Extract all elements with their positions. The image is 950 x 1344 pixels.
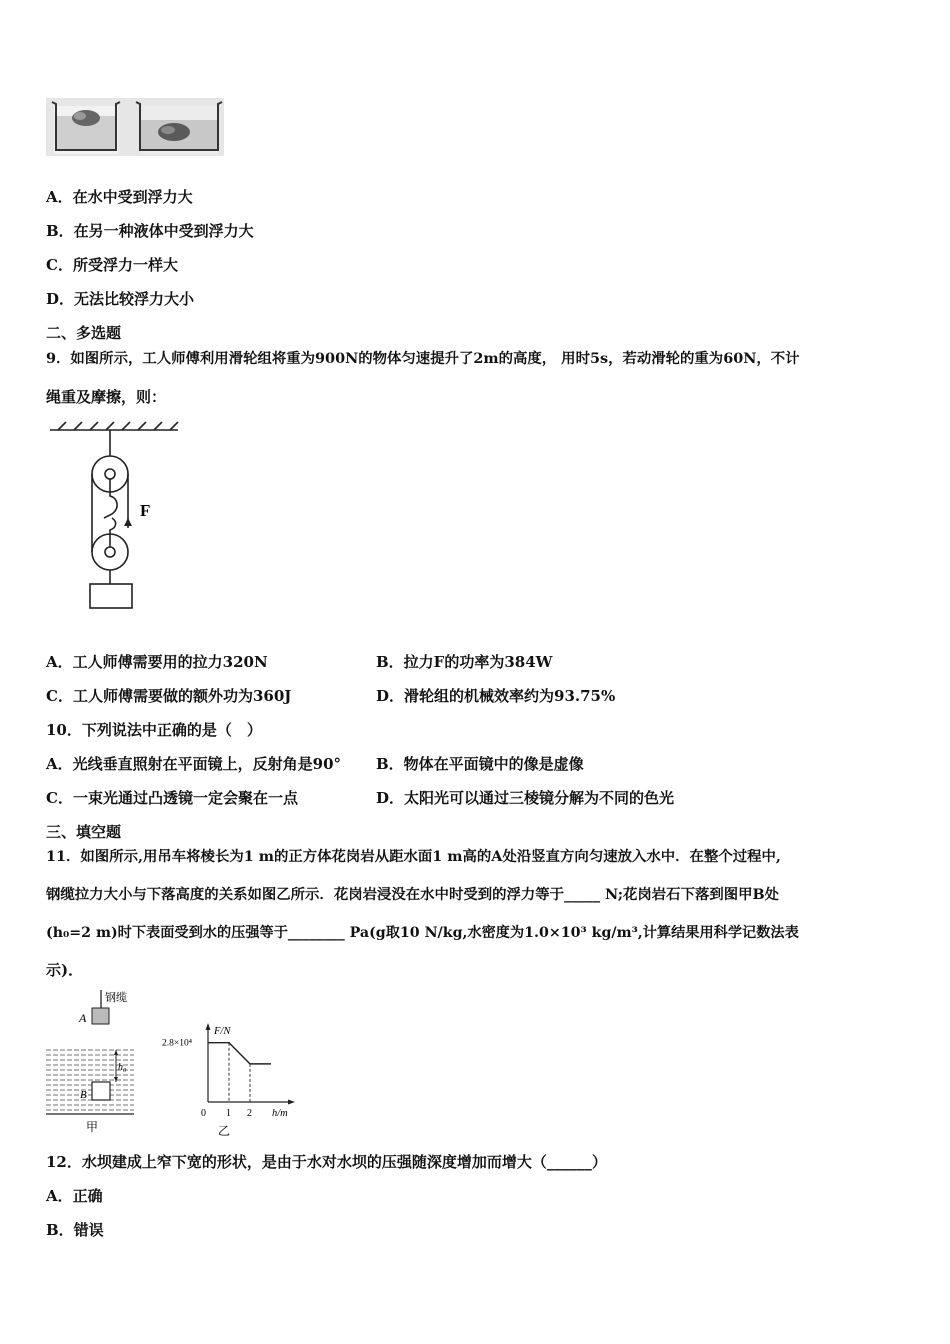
chart-series-line [208,1043,271,1064]
fig-label-h0: h₀ [118,1062,127,1073]
q9-option-d: D．滑轮组的机械效率约为93.75% [376,687,616,705]
q12-stem: 12．水坝建成上窄下宽的形状，是由于水对水坝的压强随深度增加而增大（______） [46,1153,607,1171]
q9-stem-line2: 绳重及摩擦，则： [46,388,167,406]
pulley-force-label: F [140,501,151,520]
beaker-figure [46,98,224,156]
q8-option-b: B．在另一种液体中受到浮力大 [46,222,254,240]
q10-option-c: C．一束光通过凸透镜一定会聚在一点 [46,789,298,807]
q9-option-b: B．拉力F的功率为384W [376,653,553,671]
fig-caption-yi: 乙 [218,1124,231,1136]
chart-x-axis-label: h/m [272,1108,288,1119]
chart-y-axis-label: F/N [214,1026,231,1037]
q11-stem-line3: (h₀=2 m)时下表面受到水的压强等于________ Pa(g取10 N/kg,水密度为1.0×10³ kg/m³,计算结果用科学记数法表 [46,925,799,941]
q10-option-d: D．太阳光可以通过三棱镜分解为不同的色光 [376,789,675,807]
fig-caption-jia: 甲 [86,1120,99,1134]
q11-stem-line1: 11．如图所示,用吊车将棱长为1 m的正方体花岗岩从距水面1 m高的A处沿竖直方向匀速放入水中．在整个过程中, [46,848,781,865]
fig-label-b: B [80,1089,87,1101]
q11-stem-line2: 钢缆拉力大小与下落高度的关系如图乙所示．花岗岩浸没在水中时受到的浮力等于_____ N;花岗岩石下落到图甲B处 [46,886,780,903]
chart-x-tick-2: 2 [247,1108,252,1119]
q12-option-b: B．错误 [46,1221,104,1239]
pulley-figure [44,418,184,614]
q8-option-d: D．无法比较浮力大小 [46,290,195,308]
q11-stem-line4: 示)． [46,961,84,979]
fig-cable-label: 钢缆 [105,992,127,1004]
q9-option-a: A．工人师傅需要用的拉力320N [46,653,268,671]
q10-option-a: A．光线垂直照射在平面镜上，反射角是90° [46,755,342,773]
chart-x-tick-1: 1 [226,1108,231,1119]
section-title-multiple-choice: 二、多选题 [46,324,122,342]
fig-label-a: A [79,1011,87,1025]
q9-option-c: C．工人师傅需要做的额外功为360J [46,687,292,705]
q10-option-b: B．物体在平面镜中的像是虚像 [376,755,584,773]
section-title-fill-blank: 三、填空题 [46,823,122,841]
q8-option-a: A．在水中受到浮力大 [46,188,193,206]
q10-stem: 10．下列说法中正确的是（ ） [46,721,262,739]
figure-jia-water-tank [44,986,140,1136]
figure-yi-force-height-chart [160,1020,302,1136]
q8-option-c: C．所受浮力一样大 [46,256,178,274]
q12-option-a: A．正确 [46,1187,103,1205]
q9-stem-line1: 9．如图所示，工人师傅利用滑轮组将重为900N的物体匀速提升了2m的高度， 用时5s，若动滑轮的重为60N，不计 [46,350,800,367]
chart-x-tick-0: 0 [201,1108,206,1119]
chart-y-tick-label: 2.8×10⁴ [162,1038,193,1049]
